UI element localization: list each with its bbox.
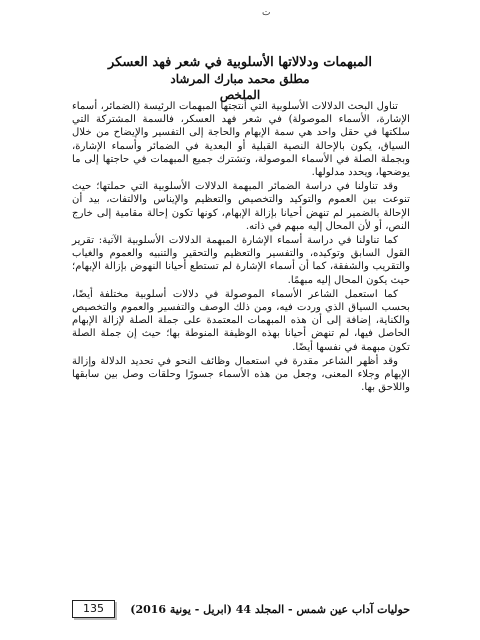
abstract-body bbox=[72, 100, 410, 395]
paper-title: المبهمات ودلالاتها الأسلوبية في شعر فهد العسكر bbox=[108, 55, 372, 70]
paragraph-5: وقد أظهر الشاعر مقدرة في استعمال وظائف النحو في تحديد الدلالة وإزالة الإبهام وجلاء المعنى، وجعل من هذه الأسماء جسورًا وحلقات وصل بين سابقها واللاحق بها. bbox=[72, 355, 410, 394]
abstract-heading: الملخص bbox=[219, 88, 261, 102]
page-footer bbox=[72, 598, 410, 620]
paragraph-3: كما تناولنا في دراسة أسماء الإشارة المبهمة الدلالات الأسلوبية الآتية: تقرير القول السابق وتوكيده، والتفسير والتعظيم والتحقير والتنبيه والعموم والغياب والتقريب والشفقة، كما أن أسماء الإشارة لم تستطع أحيانا النهوض بإزالة الإبهام؛ حيث يكون المحال إليه مبهمًا. bbox=[72, 235, 410, 286]
journal-info: حوليات آداب عين شمس - المجلد 44 (ابريل - يونية 2016) bbox=[130, 602, 410, 616]
page-marker: ت bbox=[262, 8, 271, 18]
paragraph-2: وقد تناولنا في دراسة الضمائر المبهمة الدلالات الأسلوبية التي حملتها؛ حيث تنوعت بين العموم والتوكيد والتخصيص والتعظيم والإيناس والالتفات، بيد أن الإحالة بالضمير لم تنهض أحيانا بإزالة الإبهام، كونها تكون إحالة مقامية إلى خارج النص، أو لأن المحال إليه مبهم في ذاته. bbox=[72, 181, 410, 232]
author-name: مطلق محمد مبارك المرشاد bbox=[170, 72, 310, 86]
paragraph-1: تناول البحث الدلالات الأسلوبية التي أنتجتها المبهمات الرئيسة (الضمائر، أسماء الإشارة، الأسماء الموصولة) في شعر فهد العسكر، فالسمة المشتركة التي سلكتها في حقل واحد هي سمة الإبهام والحاجة إلى التفسير والإيضاح من خلال السياق، يكون بالإحالة النصية القبلية أو البعدية في الضمائر وأسماء الإشارة، وبجملة الصلة في الأسماء الموصولة، وتشترك جميع المبهمات في حاجتها إلى ما يوضحها، ويحدد مدلولها. bbox=[72, 101, 410, 179]
page-number: 135 bbox=[72, 600, 115, 618]
paragraph-4: كما استعمل الشاعر الأسماء الموصولة في دلالات أسلوبية مختلفة أيضًا، بحسب السياق الذي وردت فيه، ومن ذلك الوصف والتفسير والعموم والتخصيص والكناية، إضافة إلى أن هذه المبهمات المعتمدة على جملة الصلة لإزالة الإبهام الحاصل فيها، لم تنهض أحيانا بهذه الوظيفة المنوطة بها؛ حيث إن جملة الصلة تكون مبهمة في نفسها أيضًا. bbox=[72, 288, 410, 353]
